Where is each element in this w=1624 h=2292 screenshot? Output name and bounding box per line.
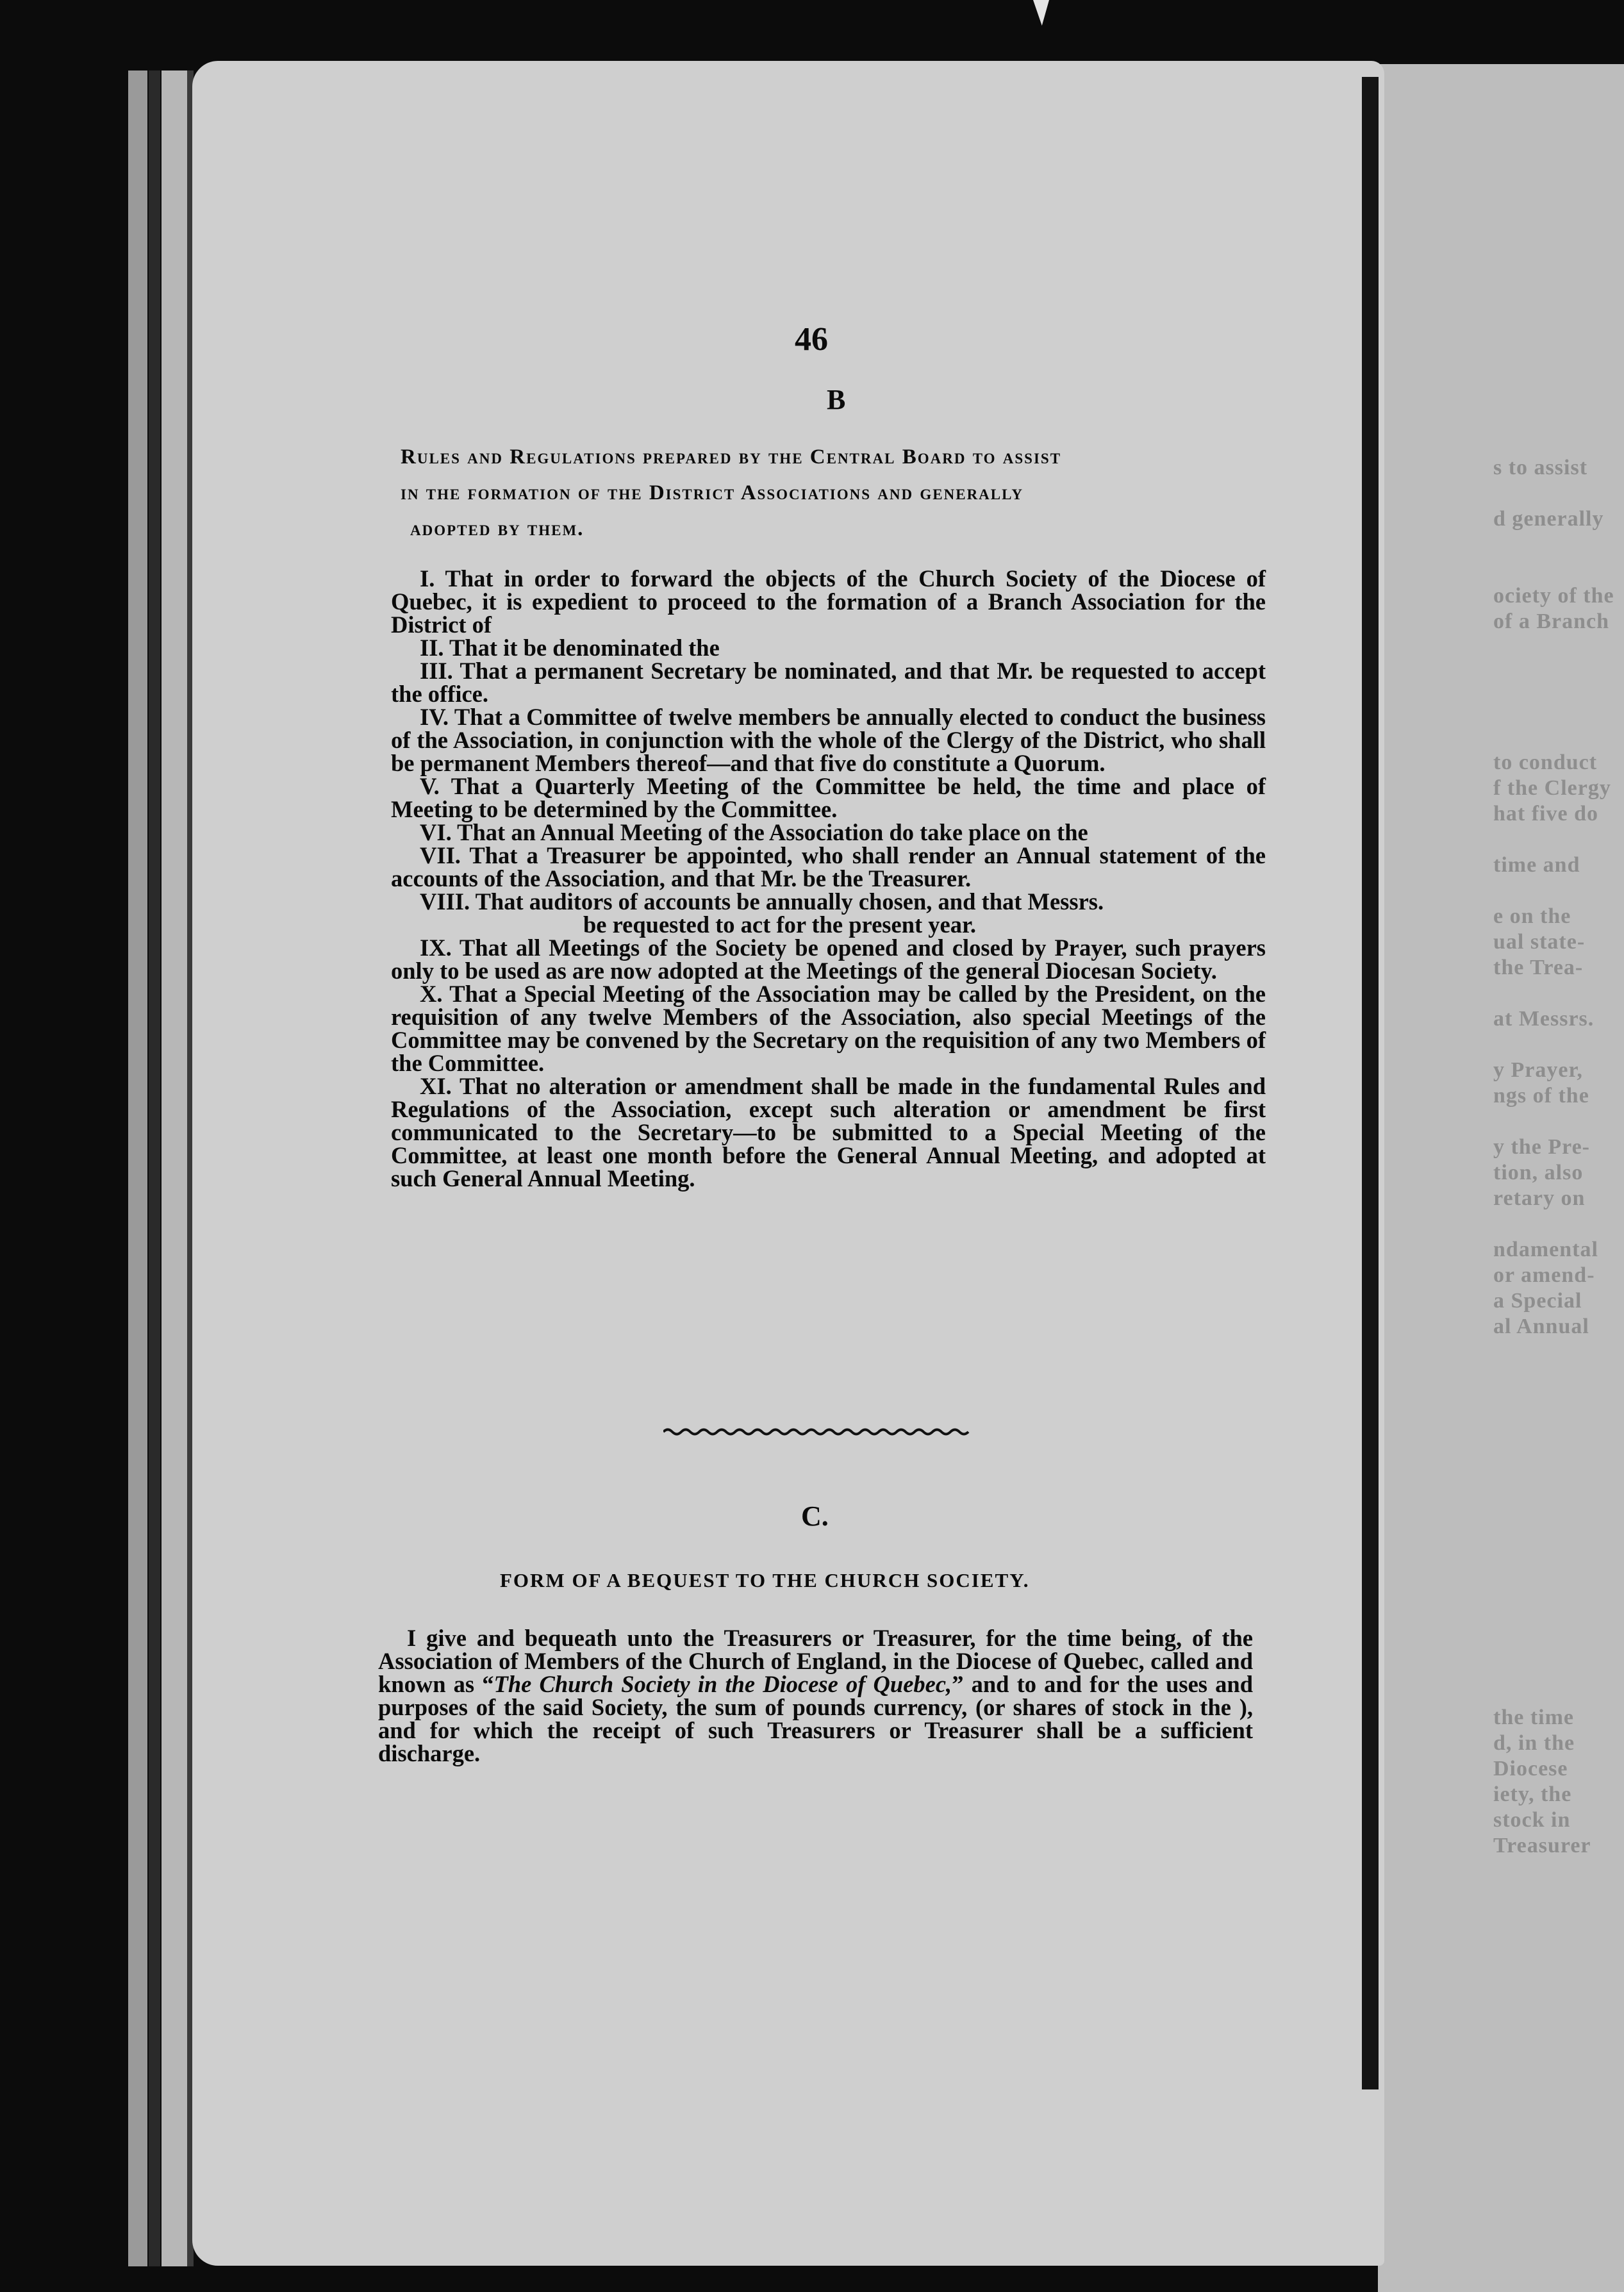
rule-paragraph: II. That it be denominated the xyxy=(420,635,720,661)
society-name: The Church Society in the Diocese of Quebec, xyxy=(493,1671,952,1697)
rule-paragraph: V. That a Quarterly Meeting of the Committee be held, the time and place of Meeting to be determined by the Committee. xyxy=(391,773,1266,822)
rule-paragraph: IV. That a Committee of twelve members be annually elected to conduct the business of the Association, in conjunction with the whole of the Clergy of the District, who shall be permanent Members thereof—and that five do constitute a Quorum. xyxy=(391,704,1266,776)
rules-list xyxy=(391,567,1266,1190)
rule-paragraph: IX. That all Meetings of the Society be opened and closed by Prayer, such prayers only to be used as are now adopted at the Meetings of the general Diocesan Society. xyxy=(391,934,1266,984)
rule-paragraph: VII. That a Treasurer be appointed, who shall render an Annual statement of the accounts of the Association, and that Mr. be the Treasurer. xyxy=(391,842,1266,892)
rule-paragraph: VIII. That auditors of accounts be annually chosen, and that Messrs. xyxy=(420,888,1104,915)
book-edge-shadow xyxy=(149,71,160,2266)
rules-heading-line: in the formation of the District Associations and generally xyxy=(401,481,1023,504)
rule-paragraph: VI. That an Annual Meeting of the Association do take place on the xyxy=(420,819,1088,845)
bequest-text: ” and to and for the uses and purposes of the said Society, the sum of pounds currency, (or shares of stock in the ), and for which the receipt of such Treasurers or Treasurer shall be a sufficient discharge. xyxy=(378,1671,1253,1766)
appendix-letter-b: B xyxy=(827,384,846,415)
facing-page: s to assist d generally ociety of the of a Branch to conduct f the Clergy hat five do time and e on the ual state- the Trea- at Messrs. y Prayer, ngs of the y the Pre- tion, also retary on ndamental or amend- a Special al Annual the time d, in the Diocese iety, the stock in Treasurer xyxy=(1378,64,1624,2292)
wavy-divider xyxy=(663,1426,971,1438)
page-number: 46 xyxy=(795,321,828,358)
rule-paragraph: be requested to act for the present year. xyxy=(583,911,976,938)
bequest-title: FORM OF A BEQUEST TO THE CHURCH SOCIETY. xyxy=(500,1569,1030,1591)
corner-mark xyxy=(1033,0,1049,26)
rules-heading xyxy=(401,439,1272,547)
book-spine xyxy=(1362,77,1379,2089)
book-edge xyxy=(128,71,147,2266)
rule-paragraph: XI. That no alteration or amendment shall be made in the fundamental Rules and Regulations of the Association, except such alteration or amendment be first communicated to the Secretary—to be submitted to a Special Meeting of the Committee, at least one month before the General Annual Meeting, and adopted at such General Annual Meeting. xyxy=(391,1073,1266,1192)
rules-heading-line: adopted by them. xyxy=(410,517,584,540)
book-edge xyxy=(162,71,187,2266)
bequest-paragraph xyxy=(378,1627,1253,1765)
appendix-letter-c: C. xyxy=(801,1500,829,1532)
rule-paragraph: I. That in order to forward the objects of the Church Society of the Diocese of Quebec, it is expedient to proceed to the formation of a Branch Association for the District of xyxy=(391,565,1266,638)
rule-paragraph: III. That a permanent Secretary be nominated, and that Mr. be requested to accept the office. xyxy=(391,658,1266,707)
rules-heading-line: Rules and Regulations prepared by the Central Board to assist xyxy=(401,445,1062,469)
rule-paragraph: X. That a Special Meeting of the Association may be called by the President, on the requisition of any twelve Members of the Association, also special Meetings of the Committee may be convened by the Secretary on the requisition of any two Members of the Committee. xyxy=(391,981,1266,1076)
bequest-text: I give and bequeath unto the Treasurers or Treasurer, for the time being, of the Association of Members of the Church of England, in the Diocese of Quebec, called and known as “ xyxy=(378,1625,1253,1697)
